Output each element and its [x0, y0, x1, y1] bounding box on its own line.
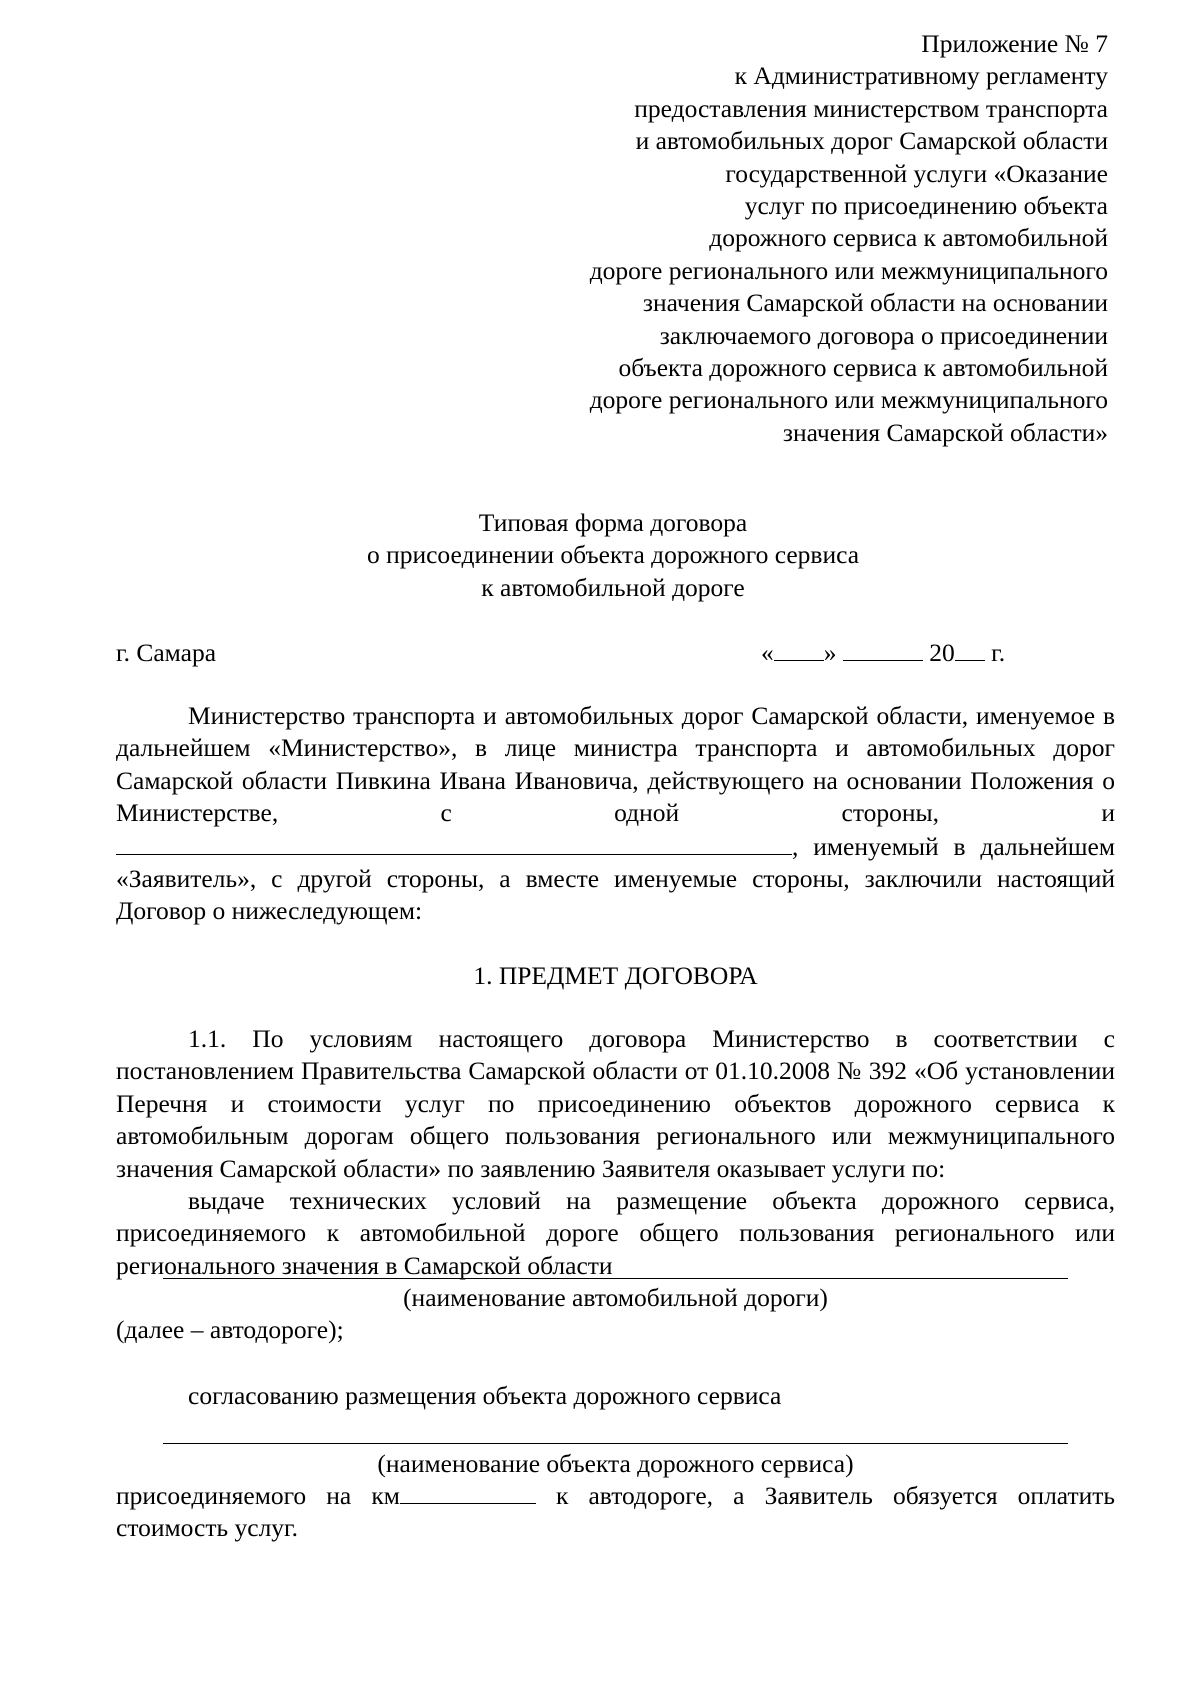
- date-field: [761, 637, 1005, 669]
- object-name-caption: (наименование объекта дорожного сервиса): [377, 1449, 854, 1478]
- month-blank[interactable]: [843, 638, 923, 661]
- day-blank[interactable]: [774, 638, 824, 661]
- section-1-body: [116, 1023, 1115, 1282]
- annex-line: услуг по присоединению объекта: [744, 191, 1108, 221]
- place-label: г. Самара: [116, 638, 217, 667]
- annex-line: предоставления министерством транспорта: [634, 93, 1108, 123]
- date-close-quote: »: [823, 638, 837, 667]
- road-name-caption: (наименование автомобильной дороги): [403, 1283, 828, 1312]
- last-line: стоимость услуг.: [116, 1513, 299, 1542]
- road-after-text: (далее – автодороге);: [116, 1315, 344, 1344]
- title-line: Типовая форма договора: [478, 508, 748, 537]
- date-open-quote: «: [761, 638, 774, 667]
- annex-line: Приложение № 7: [921, 29, 1108, 58]
- annex-line: объекта дорожного сервиса к автомобильной: [618, 353, 1108, 383]
- document-title: [112, 507, 1114, 604]
- annex-line: и автомобильных дорог Самарской области: [635, 126, 1108, 156]
- annex-header: [468, 28, 1108, 449]
- title-line: о присоединении объекта дорожного сервиса: [366, 540, 860, 570]
- annex-line: государственной услуги «Оказание: [725, 158, 1108, 188]
- clause-1-1: 1.1. По условиям настоящего договора Министерство в соответствии с постановлением Правительства Самарской области от 01.10.2008 № 392 «Об установлении Перечня и стоимости услуг по присоединению объектов дорожного сервиса к автомобильным дорогам общего пользования регионального или межмуниципального значения Самарской области» по заявлению Заявителя оказывает услуги по:: [116, 1024, 1115, 1183]
- annex-line: заключаемого договора о присоединении: [659, 320, 1108, 350]
- km-blank[interactable]: [400, 1481, 536, 1504]
- clause-item-tech-conditions: выдаче технических условий на размещение объекта дорожного сервиса, присоединяемого к автомобильной дороге общего пользования регионального или регионального значения в Самарской области: [116, 1186, 1115, 1280]
- km-line: [116, 1480, 1115, 1512]
- annex-line: дороге регионального или межмуниципального: [589, 255, 1108, 285]
- annex-line: дорожного сервиса к автомобильной: [709, 223, 1108, 253]
- title-line: к автомобильной дороге: [481, 572, 745, 602]
- km-before-text: присоединяемого на км: [116, 1481, 400, 1510]
- intro-text-2: , именуемый в дальнейшем «Заявитель», с другой стороны, а вместе именуемые стороны, заключили настоящий Договор о нижеследующем:: [116, 831, 1115, 926]
- km-after-text: к автодороге, а Заявитель обязуется оплатить: [555, 1481, 1116, 1510]
- object-name-blank[interactable]: [163, 1443, 1068, 1444]
- annex-line: значения Самарской области»: [782, 417, 1108, 447]
- intro-text-1: Министерство транспорта и автомобильных дорог Самарской области, именуемое в дальнейшем «Министерство», в лице министра транспорта и автомобильных дорог Самарской области Пивкина Ивана Ивановича, действующего на основании Положения о Министерстве, с одной стороны, и: [116, 701, 1115, 828]
- clause-item-approval: согласованию размещения объекта дорожного сервиса: [188, 1381, 782, 1410]
- intro-paragraph: [116, 700, 1115, 928]
- section-heading: 1. ПРЕДМЕТ ДОГОВОРА: [473, 961, 758, 990]
- road-name-blank[interactable]: [163, 1278, 1068, 1279]
- year-suffix: г.: [991, 638, 1006, 667]
- annex-line: значения Самарской области на основании: [642, 288, 1108, 318]
- applicant-blank[interactable]: [116, 830, 792, 855]
- year-blank[interactable]: [955, 638, 985, 661]
- place-date-row: [116, 637, 1116, 669]
- year-prefix: 20: [929, 638, 955, 667]
- annex-line: к Административному регламенту: [734, 61, 1108, 91]
- annex-line: дороге регионального или межмуниципального: [589, 385, 1108, 415]
